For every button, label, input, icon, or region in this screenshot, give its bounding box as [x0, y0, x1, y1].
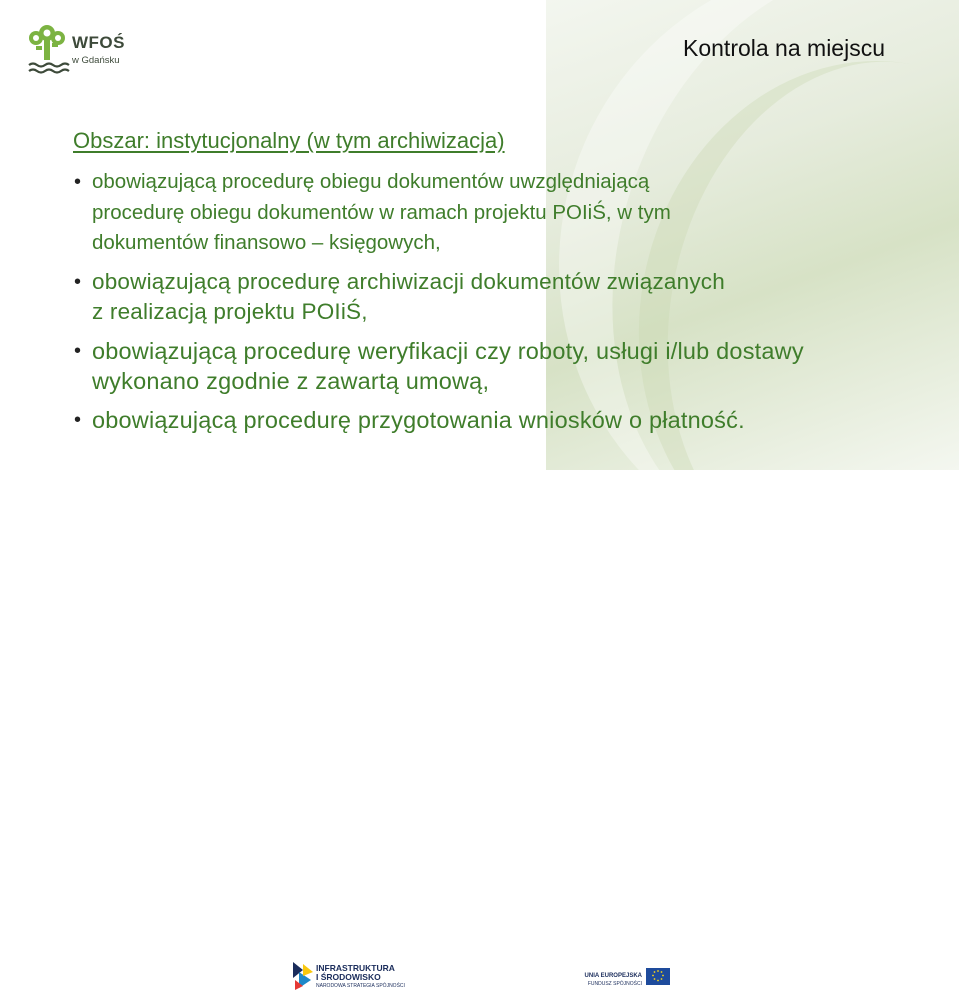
bullet-item — [73, 405, 873, 436]
section-heading: Obszar: instytucjonalny (w tym archiwizacja) — [73, 128, 505, 153]
fe-logo-line: I ŚRODOWISKO — [316, 972, 381, 982]
bullet-item — [73, 167, 873, 259]
eu-logo-text: UNIA EUROPEJSKA — [584, 973, 642, 979]
eu-logo-subtext: FUNDUSZ SPÓJNOŚCI — [587, 981, 642, 987]
fe-logo-subtext: NARODOWA STRATEGIA SPÓJNOŚCI — [316, 983, 405, 989]
slide — [0, 0, 959, 470]
bullet-line: obowiązującą procedurę archiwizacji dokumentów związanych — [92, 268, 725, 294]
bullet-line: dokumentów finansowo – księgowych, — [92, 231, 441, 254]
logo-wordmark: WFOŚ — [72, 33, 125, 52]
bullet-line: z realizacją projektu POIiŚ, — [92, 299, 368, 324]
fundusze-europejskie-logo-icon — [293, 962, 313, 990]
logo-subtitle: w Gdańsku — [72, 55, 120, 66]
bullet-item — [73, 267, 873, 328]
fe-logo-text — [316, 964, 395, 982]
bullet-list — [73, 167, 873, 443]
fe-logo-line: INFRASTRUKTURA — [316, 963, 395, 973]
bullet-line: obowiązującą procedurę przygotowania wniosków o płatność. — [92, 406, 745, 433]
slide-title: Kontrola na miejscu — [683, 35, 885, 61]
footer-logos — [0, 470, 959, 989]
bullet-item — [73, 336, 873, 397]
eu-flag-icon — [646, 968, 670, 985]
bullet-line: wykonano zgodnie z zawartą umową, — [92, 368, 490, 394]
bullet-line: obowiązującą procedurę obiegu dokumentów uwzględniającą — [92, 170, 650, 193]
bullet-line: procedurę obiegu dokumentów w ramach projektu POIiŚ, w tym — [92, 200, 671, 224]
bullet-line: obowiązującą procedurę weryfikacji czy roboty, usługi i/lub dostawy — [92, 337, 804, 364]
